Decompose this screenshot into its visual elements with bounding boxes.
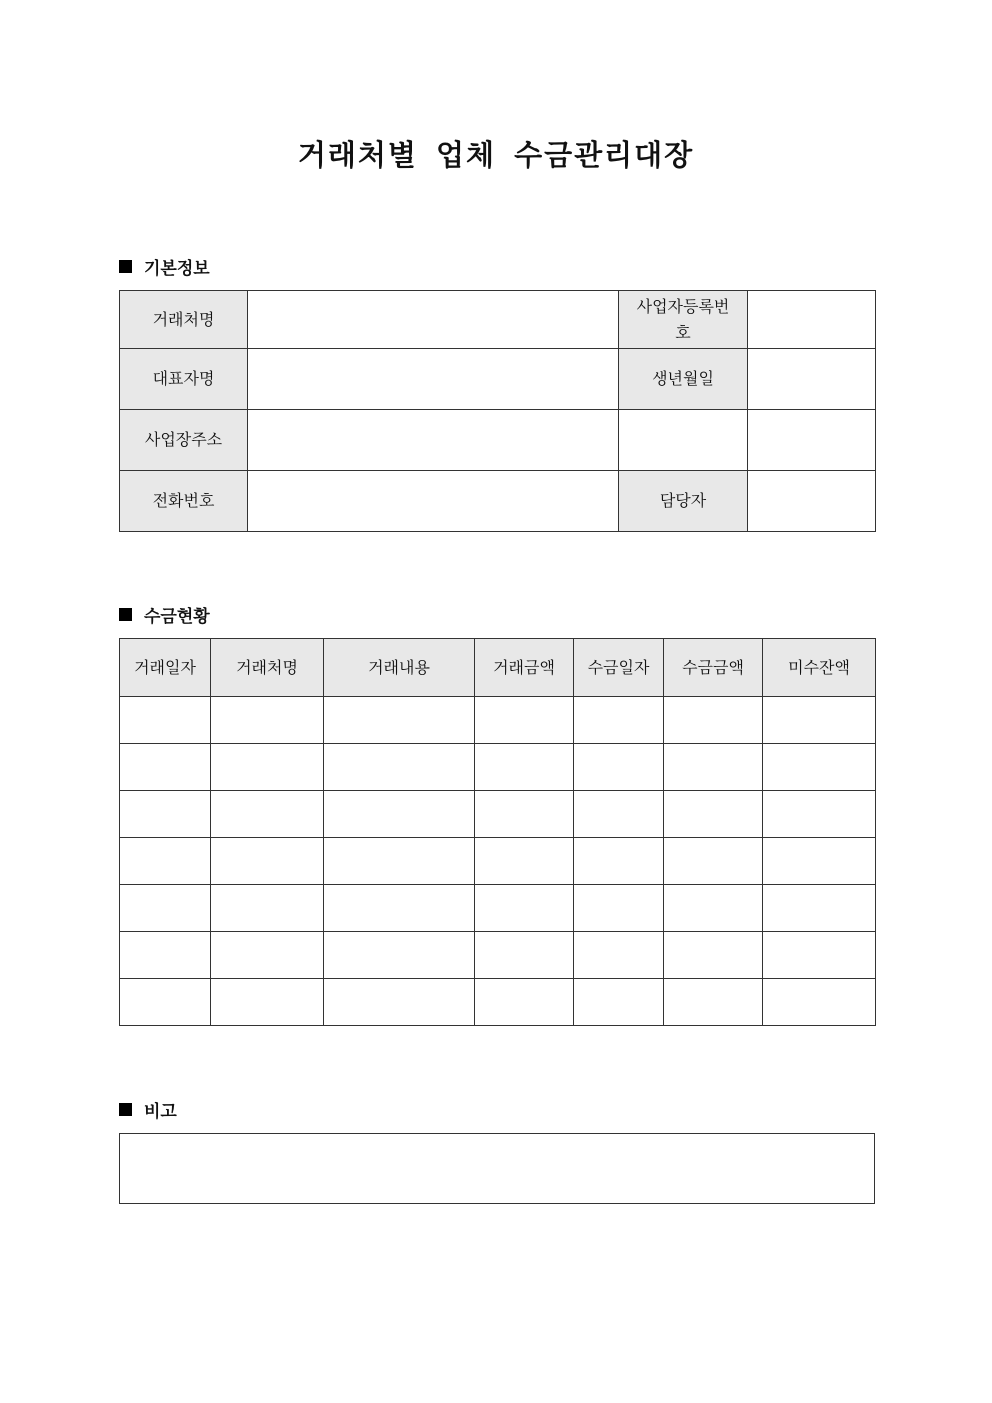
table-row — [120, 697, 876, 744]
table-cell[interactable] — [763, 885, 876, 932]
table-cell[interactable] — [574, 791, 664, 838]
label-cell: 대표자명 — [120, 349, 248, 410]
table-cell[interactable] — [574, 932, 664, 979]
table-cell[interactable] — [120, 791, 211, 838]
value-cell[interactable] — [748, 471, 876, 532]
table-cell[interactable] — [475, 744, 574, 791]
section-label-basic-text: 기본정보 — [144, 259, 210, 279]
table-cell[interactable] — [120, 932, 211, 979]
column-header: 미수잔액 — [763, 639, 876, 697]
value-cell[interactable] — [619, 410, 748, 471]
table-cell[interactable] — [664, 697, 763, 744]
table-cell[interactable] — [574, 885, 664, 932]
table-cell[interactable] — [574, 697, 664, 744]
table-cell[interactable] — [211, 744, 324, 791]
table-cell[interactable] — [664, 885, 763, 932]
label-cell: 사업자등록번호 — [619, 291, 748, 349]
section-label-basic — [119, 254, 210, 279]
column-header: 거래내용 — [324, 639, 475, 697]
label-cell: 전화번호 — [120, 471, 248, 532]
table-cell[interactable] — [120, 697, 211, 744]
value-cell[interactable] — [248, 410, 619, 471]
memo-table — [119, 1133, 875, 1204]
table-row — [120, 291, 876, 349]
table-row — [120, 885, 876, 932]
table-cell[interactable] — [763, 932, 876, 979]
table-cell[interactable] — [763, 838, 876, 885]
table-row — [120, 471, 876, 532]
table-cell[interactable] — [475, 838, 574, 885]
collection-status-table — [119, 638, 876, 1026]
table-cell[interactable] — [324, 838, 475, 885]
table-cell[interactable] — [211, 885, 324, 932]
table-cell[interactable] — [664, 838, 763, 885]
value-cell[interactable] — [748, 410, 876, 471]
table-cell[interactable] — [475, 979, 574, 1026]
table-cell[interactable] — [475, 885, 574, 932]
column-header: 거래금액 — [475, 639, 574, 697]
table-cell[interactable] — [324, 697, 475, 744]
table-cell[interactable] — [120, 885, 211, 932]
value-cell[interactable] — [748, 291, 876, 349]
table-cell[interactable] — [763, 979, 876, 1026]
table-row — [120, 838, 876, 885]
page-title: 거래처별 업체 수금관리대장 — [297, 138, 695, 172]
table-row — [120, 744, 876, 791]
table-cell[interactable] — [475, 791, 574, 838]
table-cell[interactable] — [763, 744, 876, 791]
table-cell[interactable] — [664, 979, 763, 1026]
table-header-row — [120, 639, 876, 697]
label-cell: 생년월일 — [619, 349, 748, 410]
table-cell[interactable] — [324, 885, 475, 932]
table-cell[interactable] — [574, 979, 664, 1026]
label-cell: 담당자 — [619, 471, 748, 532]
table-row — [120, 1134, 875, 1204]
table-cell[interactable] — [211, 979, 324, 1026]
table-row — [120, 979, 876, 1026]
square-bullet-icon — [119, 1103, 132, 1116]
table-cell[interactable] — [574, 838, 664, 885]
table-cell[interactable] — [324, 932, 475, 979]
memo-cell[interactable] — [120, 1134, 875, 1204]
value-cell[interactable] — [248, 349, 619, 410]
table-row — [120, 932, 876, 979]
label-cell: 사업장주소 — [120, 410, 248, 471]
column-header: 수금일자 — [574, 639, 664, 697]
table-cell[interactable] — [324, 744, 475, 791]
table-cell[interactable] — [475, 932, 574, 979]
table-row — [120, 349, 876, 410]
table-cell[interactable] — [211, 838, 324, 885]
table-cell[interactable] — [763, 791, 876, 838]
table-cell[interactable] — [664, 791, 763, 838]
table-cell[interactable] — [324, 791, 475, 838]
table-cell[interactable] — [574, 744, 664, 791]
column-header: 수금금액 — [664, 639, 763, 697]
table-row — [120, 410, 876, 471]
table-cell[interactable] — [664, 932, 763, 979]
table-cell[interactable] — [120, 744, 211, 791]
value-cell[interactable] — [248, 291, 619, 349]
table-cell[interactable] — [211, 697, 324, 744]
square-bullet-icon — [119, 608, 132, 621]
table-row — [120, 791, 876, 838]
basic-info-table — [119, 290, 876, 532]
table-cell[interactable] — [664, 744, 763, 791]
section-label-memo — [119, 1097, 177, 1122]
column-header: 거래처명 — [211, 639, 324, 697]
table-cell[interactable] — [211, 791, 324, 838]
section-label-status-text: 수금현황 — [144, 607, 210, 627]
table-cell[interactable] — [763, 697, 876, 744]
table-cell[interactable] — [324, 979, 475, 1026]
section-label-status — [119, 602, 210, 627]
table-cell[interactable] — [120, 979, 211, 1026]
section-label-memo-text: 비고 — [144, 1102, 177, 1122]
label-cell: 거래처명 — [120, 291, 248, 349]
table-cell[interactable] — [475, 697, 574, 744]
table-cell[interactable] — [120, 838, 211, 885]
value-cell[interactable] — [748, 349, 876, 410]
column-header: 거래일자 — [120, 639, 211, 697]
square-bullet-icon — [119, 260, 132, 273]
table-cell[interactable] — [211, 932, 324, 979]
value-cell[interactable] — [248, 471, 619, 532]
